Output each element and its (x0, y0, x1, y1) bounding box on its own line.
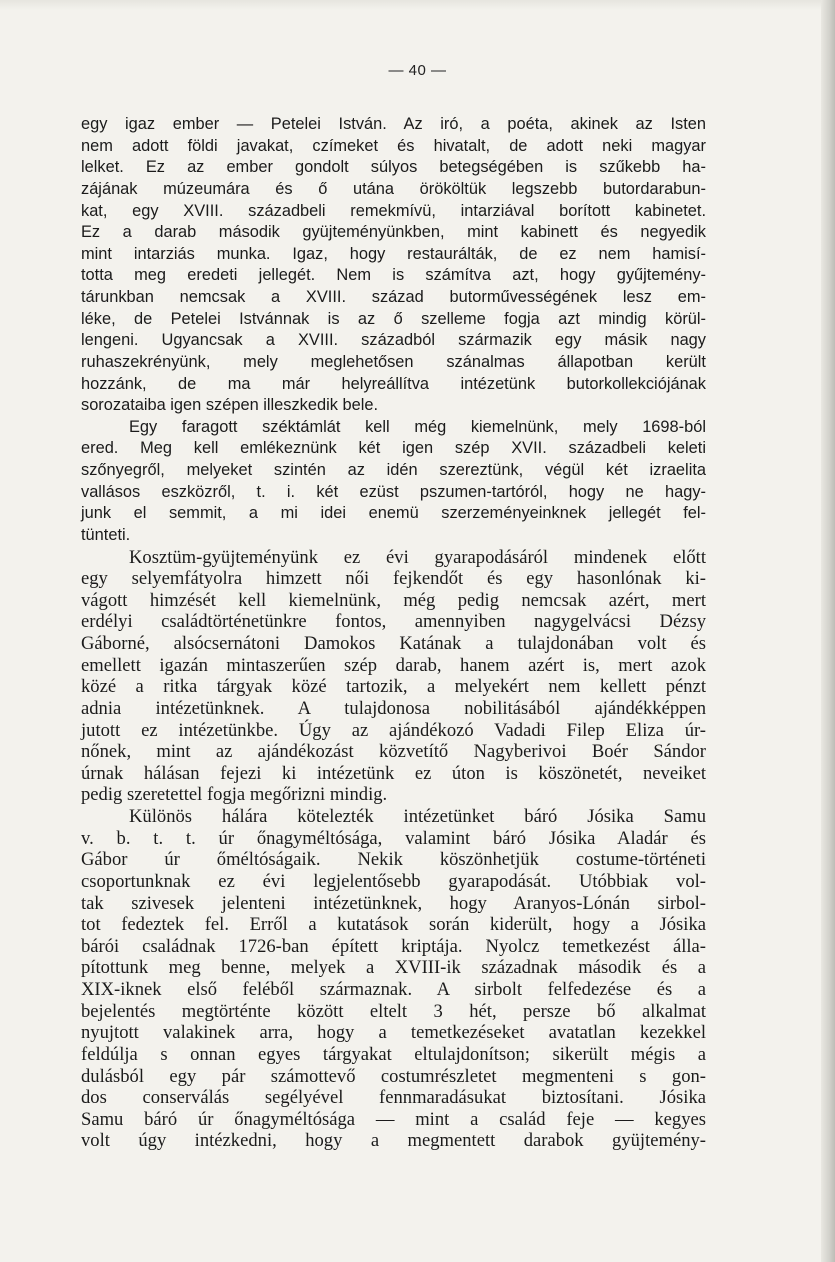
text-line: jutott ez intézetünkbe. Úgy az ajándékozó Vadadi Filep Eliza úr- (81, 719, 706, 741)
text-line: Gáborné, alsócsernátoni Damokos Katának a tulajdonában volt és (81, 633, 706, 654)
text-line: kat, egy XVIII. századbeli remekmívü, intarziával borított kabinetet. (81, 201, 706, 220)
text-line: hozzánk, de ma már helyreállítva intézetünk butorkollekciójának (81, 374, 706, 393)
text-line: dos conserválás segélyével fennmaradásukat biztosítani. Jósika (81, 1087, 706, 1109)
text-line: nyujtott valakinek arra, hogy a temetkezéseket avatatlan kezekkel (81, 1022, 706, 1044)
text-line: tünteti. (81, 525, 131, 544)
text-line: léke, de Petelei Istvánnak is az ő szelleme fogja azt mindig körül- (81, 309, 706, 328)
text-line: emellett igazán mintaszerűen szép darab, hanem azért is, mert azok (81, 654, 706, 676)
text-line: lelket. Ez az ember gondolt súlyos betegségében is szűkebb ha- (81, 158, 706, 177)
text-line: csoportunknak ez évi legjelentősebb gyarapodását. Utóbbiak vol- (81, 870, 706, 892)
text-line: közé a ritka tárgyak közé tartozik, a melyekért nem kellett pénzt (81, 676, 706, 698)
body-text (81, 114, 706, 1152)
text-line: pedig szeretettel fogja megőrizni mindig. (81, 784, 388, 806)
text-line: ruhaszekrényünk, mely meglehetősen szánalmas állapotban került (81, 352, 706, 371)
text-line: egy igaz ember — Petelei István. Az iró, a poéta, akinek az Isten (81, 115, 706, 133)
text-line: pítottunk meg benne, melyek a XVIII-ik századnak második és a (81, 957, 706, 979)
text-line: feldúlja s onnan egyes tárgyakat eltulajdonítson; sikerült mégis a (81, 1043, 706, 1065)
text-line: bejelentés megtörténte között eltelt 3 hét, persze bő alkalmat (81, 1000, 706, 1022)
text-line: ered. Meg kell emlékeznünk két igen szép XVII. századbeli keleti (81, 439, 706, 458)
text-line: totta meg eredeti jellegét. Nem is számítva azt, hogy gyűjtemény- (81, 266, 706, 285)
text-line: mint intarziás munka. Igaz, hogy restaurálták, de ez nem hamisí- (81, 244, 706, 263)
text-line: adnia intézetünknek. A tulajdonosa nobilitásából ajándékképpen (81, 697, 706, 719)
text-line: vágott himzését kell kiemelnünk, még pedig nemcsak azért, mert (81, 589, 706, 611)
text-line: egy selyemfátyolra himzett női fejkendőt és egy hasonlónak ki- (81, 568, 706, 590)
text-line: dulásból egy pár számottevő costumrészletet megmenteni s gon- (81, 1065, 706, 1087)
text-line: lengeni. Ugyancsak a XVIII. századból származik egy másik nagy (81, 331, 706, 350)
text-line: v. b. t. t. úr őnagyméltósága, valamint báró Jósika Aladár és (81, 827, 706, 849)
text-line: Ez a darab második gyüjteményünkben, mint kabinett és negyedik (81, 223, 706, 242)
text-line: XIX-iknek első feléből származnak. A sirbolt felfedezése és a (81, 979, 706, 1000)
text-line: erdélyi családtörténetünkre fontos, amennyiben nagygelvácsi Dézsy (81, 611, 706, 633)
text-line: úrnak hálásan fejezi ki intézetünk ez úton is köszönetét, neveiket (81, 762, 706, 784)
text-line: sorozataiba igen szépen illeszkedik bele. (81, 396, 379, 415)
text-line: vallásos eszközről, t. i. két ezüst pszumen-tartóról, hogy ne hagy- (81, 482, 706, 501)
text-line: tot fedeztek fel. Erről a kutatások során kiderült, hogy a Jósika (81, 914, 706, 936)
text-line: Kosztüm-gyüjteményünk ez évi gyarapodásáról mindenek előtt (129, 546, 706, 568)
text-line: Különös hálára kötelezték intézetünket báró Jósika Samu (129, 806, 706, 827)
text-line: Gábor úr őméltóságaik. Nekik köszönhetjük costume-történeti (81, 849, 706, 871)
text-line: junk el semmit, a mi idei enemü szerzeményeinknek jellegét fel- (81, 504, 706, 523)
text-line: zájának múzeumára és ő utána örököltük legszebb butordarabun- (81, 179, 706, 198)
text-line: Samu báró úr őnagyméltósága — mint a család feje — kegyes (81, 1108, 706, 1130)
page-number: — 40 — (388, 62, 447, 79)
text-line: bárói családnak 1726-ban épített kriptája. Nyolcz temetkezést álla- (81, 935, 706, 957)
text-line: szőnyegről, melyeket szintén az idén szereztünk, végül két izraelita (81, 461, 706, 479)
text-line: volt úgy intézkedni, hogy a megmentett darabok gyüjtemény- (81, 1130, 706, 1152)
text-line: tárunkban nemcsak a XVIII. század butorművességének lesz em- (81, 288, 706, 306)
text-line: nőnek, mint az ajándékozást közvetítő Nagyberivoi Boér Sándor (81, 741, 706, 763)
scan-top-shadow (0, 0, 835, 10)
text-line: Egy faragott széktámlát kell még kiemelnünk, mely 1698-ból (129, 417, 706, 436)
scan-right-edge (821, 0, 835, 1262)
text-line: tak szivesek jelenteni intézetünknek, hogy Aranyos-Lónán sirbol- (81, 892, 706, 914)
text-line: nem adott földi javakat, czímeket és hivatalt, de adott neki magyar (81, 136, 706, 155)
